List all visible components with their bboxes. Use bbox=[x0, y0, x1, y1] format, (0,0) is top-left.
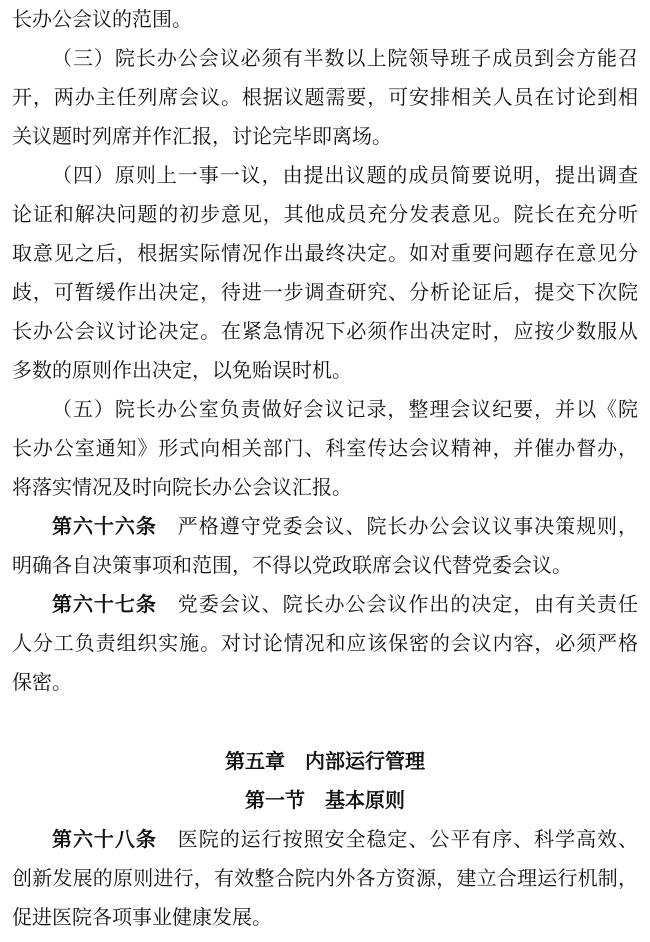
paragraph-3 bbox=[12, 39, 638, 156]
article-68 bbox=[12, 820, 638, 937]
text-line bbox=[12, 585, 638, 624]
document-page bbox=[12, 0, 638, 937]
text-line: （四）原则上一事一议，由提出议题的成员简要说明，提出调查 bbox=[52, 163, 638, 187]
text-line: 多数的原则作出决定，以免贻误时机。 bbox=[12, 358, 352, 382]
paragraph-5 bbox=[12, 390, 638, 507]
text-line: 取意见之后，根据实际情况作出最终决定。如对重要问题存在意见分 bbox=[12, 241, 638, 265]
text-line: 歧，可暂缓作出决定，待进一步调查研究、分析论证后，提交下次院 bbox=[12, 280, 638, 304]
text-line: 人分工负责组织实施。对讨论情况和应该保密的会议内容，必须严格 bbox=[12, 631, 638, 655]
chapter-heading: 第五章 内部运行管理 bbox=[225, 749, 425, 773]
article-label: 第六十六条 bbox=[52, 514, 157, 538]
article-label: 第六十八条 bbox=[52, 827, 157, 851]
text-line bbox=[12, 507, 638, 546]
article-67 bbox=[12, 585, 638, 702]
text-line: 明确各自决策事项和范围，不得以党政联席会议代替党委会议。 bbox=[12, 553, 572, 577]
article-66 bbox=[12, 507, 638, 585]
text-line: 创新发展的原则进行，有效整合院内外各方资源，建立合理运行机制， bbox=[12, 866, 638, 890]
article-text: 严格遵守党委会议、院长办公会议议事决策规则， bbox=[177, 514, 638, 538]
section-heading: 第一节 基本原则 bbox=[245, 788, 405, 812]
text-line: 长办公会议的范围。 bbox=[12, 7, 192, 31]
spacer bbox=[12, 702, 638, 742]
text-line bbox=[12, 820, 638, 859]
text-line: 长办公室通知》形式向相关部门、科室传达会议精神，并催办督办， bbox=[12, 436, 638, 460]
text-line: 长办公会议讨论决定。在紧急情况下必须作出决定时，应按少数服从 bbox=[12, 319, 638, 343]
article-text: 党委会议、院长办公会议作出的决定，由有关责任 bbox=[177, 592, 638, 616]
text-line: 关议题时列席并作汇报，讨论完毕即离场。 bbox=[12, 124, 392, 148]
text-line: 促进医院各项事业健康发展。 bbox=[12, 905, 272, 929]
text-line: 论证和解决问题的初步意见，其他成员充分发表意见。院长在充分听 bbox=[12, 202, 638, 226]
text-line: 将落实情况及时向院长办公会议汇报。 bbox=[12, 475, 352, 499]
text-line: （三）院长办公会议必须有半数以上院领导班子成员到会方能召 bbox=[52, 46, 638, 70]
paragraph-4 bbox=[12, 156, 638, 390]
article-label: 第六十七条 bbox=[52, 592, 157, 616]
text-line: 开，两办主任列席会议。根据议题需要，可安排相关人员在讨论到相 bbox=[12, 85, 638, 109]
text-line: （五）院长办公室负责做好会议记录，整理会议纪要，并以《院 bbox=[52, 397, 638, 421]
article-text: 医院的运行按照安全稳定、公平有序、科学高效、 bbox=[177, 827, 638, 851]
text-line: 保密。 bbox=[12, 670, 72, 694]
